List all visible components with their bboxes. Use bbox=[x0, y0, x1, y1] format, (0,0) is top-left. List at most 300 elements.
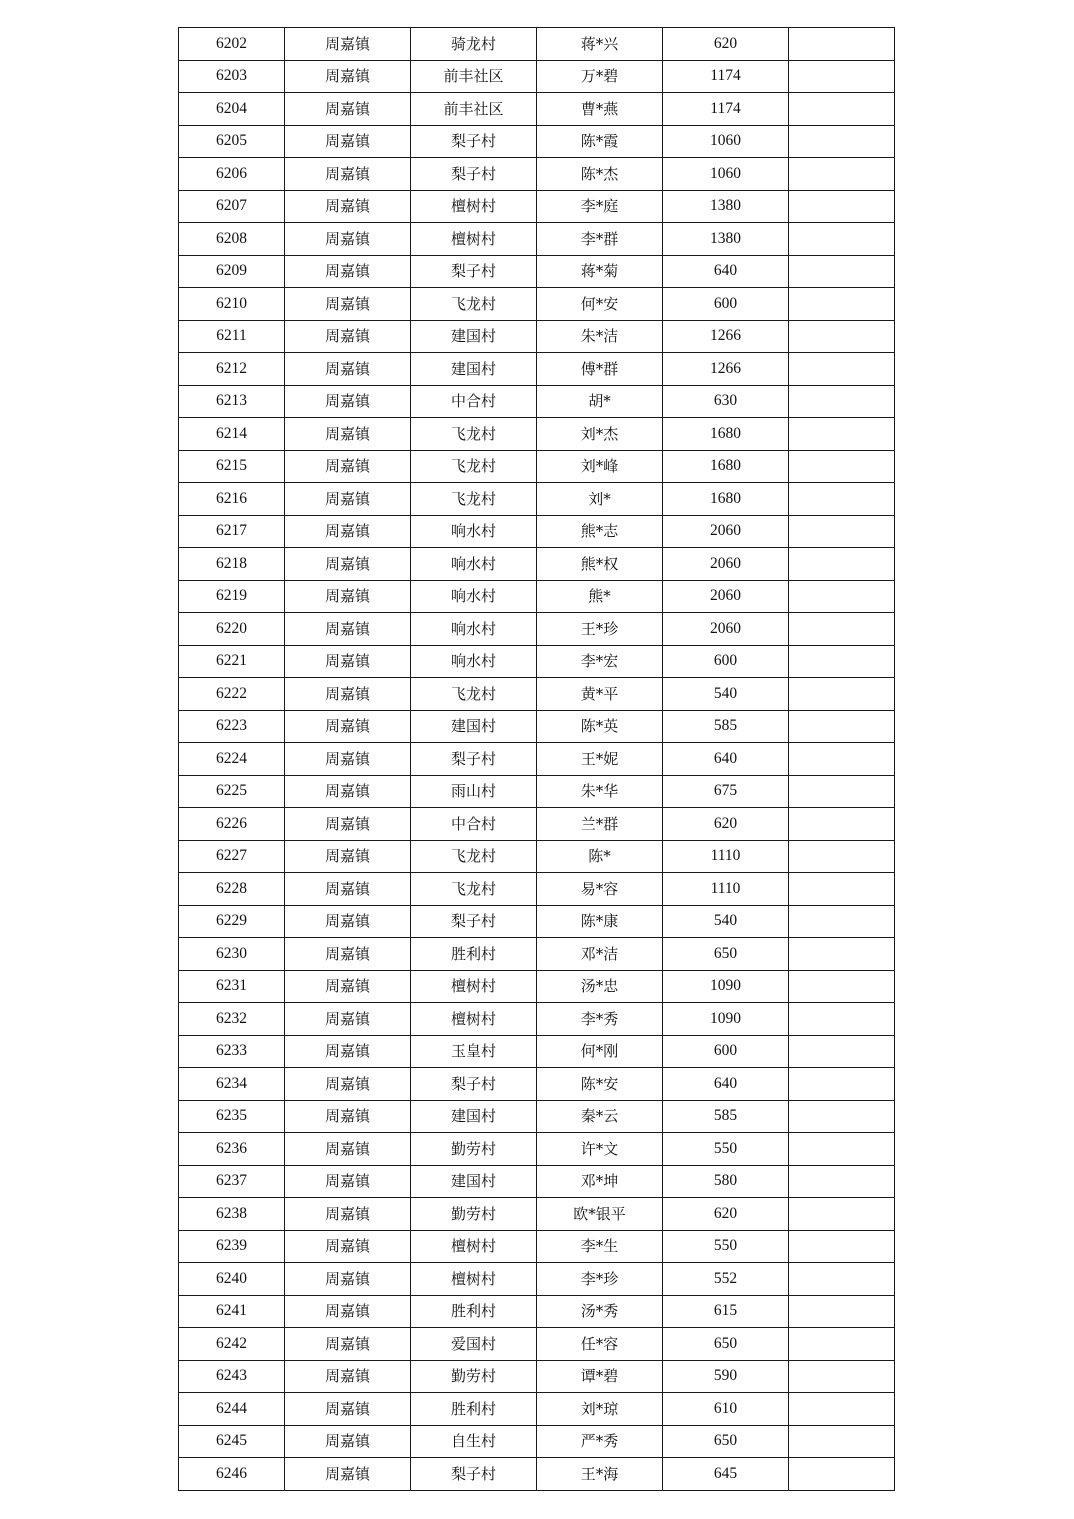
remark-cell bbox=[789, 190, 895, 223]
table-row bbox=[179, 710, 895, 743]
serial-number-cell: 6242 bbox=[179, 1328, 285, 1361]
serial-number-cell: 6240 bbox=[179, 1263, 285, 1296]
serial-number-cell: 6232 bbox=[179, 1003, 285, 1036]
serial-number-cell: 6204 bbox=[179, 93, 285, 126]
village-cell: 自生村 bbox=[411, 1425, 537, 1458]
town-cell: 周嘉镇 bbox=[285, 775, 411, 808]
table-row bbox=[179, 873, 895, 906]
amount-cell: 1090 bbox=[663, 1003, 789, 1036]
name-cell: 朱*华 bbox=[537, 775, 663, 808]
remark-cell bbox=[789, 1133, 895, 1166]
town-cell: 周嘉镇 bbox=[285, 60, 411, 93]
serial-number-cell: 6203 bbox=[179, 60, 285, 93]
table-row bbox=[179, 320, 895, 353]
amount-cell: 540 bbox=[663, 678, 789, 711]
remark-cell bbox=[789, 1035, 895, 1068]
town-cell: 周嘉镇 bbox=[285, 483, 411, 516]
town-cell: 周嘉镇 bbox=[285, 808, 411, 841]
town-cell: 周嘉镇 bbox=[285, 353, 411, 386]
name-cell: 陈*安 bbox=[537, 1068, 663, 1101]
table-row bbox=[179, 1458, 895, 1491]
amount-cell: 1060 bbox=[663, 125, 789, 158]
village-cell: 建国村 bbox=[411, 1100, 537, 1133]
village-cell: 檀树村 bbox=[411, 223, 537, 256]
village-cell: 雨山村 bbox=[411, 775, 537, 808]
village-cell: 飞龙村 bbox=[411, 418, 537, 451]
remark-cell bbox=[789, 125, 895, 158]
village-cell: 飞龙村 bbox=[411, 873, 537, 906]
amount-cell: 550 bbox=[663, 1230, 789, 1263]
remark-cell bbox=[789, 28, 895, 61]
village-cell: 玉皇村 bbox=[411, 1035, 537, 1068]
village-cell: 建国村 bbox=[411, 710, 537, 743]
remark-cell bbox=[789, 385, 895, 418]
village-cell: 爱国村 bbox=[411, 1328, 537, 1361]
serial-number-cell: 6244 bbox=[179, 1393, 285, 1426]
town-cell: 周嘉镇 bbox=[285, 320, 411, 353]
serial-number-cell: 6220 bbox=[179, 613, 285, 646]
amount-cell: 1110 bbox=[663, 873, 789, 906]
serial-number-cell: 6217 bbox=[179, 515, 285, 548]
town-cell: 周嘉镇 bbox=[285, 1100, 411, 1133]
name-cell: 李*宏 bbox=[537, 645, 663, 678]
serial-number-cell: 6236 bbox=[179, 1133, 285, 1166]
town-cell: 周嘉镇 bbox=[285, 1458, 411, 1491]
name-cell: 王*妮 bbox=[537, 743, 663, 776]
name-cell: 蒋*兴 bbox=[537, 28, 663, 61]
name-cell: 胡* bbox=[537, 385, 663, 418]
table-row bbox=[179, 450, 895, 483]
amount-cell: 585 bbox=[663, 710, 789, 743]
table-row bbox=[179, 93, 895, 126]
village-cell: 前丰社区 bbox=[411, 93, 537, 126]
remark-cell bbox=[789, 970, 895, 1003]
village-cell: 胜利村 bbox=[411, 1393, 537, 1426]
table-body bbox=[179, 28, 895, 1491]
name-cell: 李*庭 bbox=[537, 190, 663, 223]
town-cell: 周嘉镇 bbox=[285, 1068, 411, 1101]
remark-cell bbox=[789, 1295, 895, 1328]
table-row bbox=[179, 970, 895, 1003]
table-row bbox=[179, 418, 895, 451]
village-cell: 檀树村 bbox=[411, 1230, 537, 1263]
remark-cell bbox=[789, 743, 895, 776]
table-row bbox=[179, 775, 895, 808]
amount-cell: 640 bbox=[663, 743, 789, 776]
serial-number-cell: 6226 bbox=[179, 808, 285, 841]
amount-cell: 650 bbox=[663, 1328, 789, 1361]
remark-cell bbox=[789, 1003, 895, 1036]
remark-cell bbox=[789, 548, 895, 581]
name-cell: 傅*群 bbox=[537, 353, 663, 386]
name-cell: 朱*洁 bbox=[537, 320, 663, 353]
remark-cell bbox=[789, 93, 895, 126]
serial-number-cell: 6207 bbox=[179, 190, 285, 223]
town-cell: 周嘉镇 bbox=[285, 873, 411, 906]
amount-cell: 1380 bbox=[663, 190, 789, 223]
name-cell: 易*容 bbox=[537, 873, 663, 906]
village-cell: 飞龙村 bbox=[411, 450, 537, 483]
serial-number-cell: 6214 bbox=[179, 418, 285, 451]
remark-cell bbox=[789, 255, 895, 288]
village-cell: 梨子村 bbox=[411, 255, 537, 288]
village-cell: 梨子村 bbox=[411, 125, 537, 158]
serial-number-cell: 6233 bbox=[179, 1035, 285, 1068]
table-row bbox=[179, 808, 895, 841]
village-cell: 中合村 bbox=[411, 808, 537, 841]
table-row bbox=[179, 743, 895, 776]
table-row bbox=[179, 190, 895, 223]
records-table bbox=[178, 27, 895, 1491]
town-cell: 周嘉镇 bbox=[285, 255, 411, 288]
village-cell: 檀树村 bbox=[411, 1263, 537, 1296]
remark-cell bbox=[789, 1165, 895, 1198]
table-row bbox=[179, 1360, 895, 1393]
remark-cell bbox=[789, 840, 895, 873]
town-cell: 周嘉镇 bbox=[285, 938, 411, 971]
name-cell: 许*文 bbox=[537, 1133, 663, 1166]
town-cell: 周嘉镇 bbox=[285, 288, 411, 321]
amount-cell: 540 bbox=[663, 905, 789, 938]
remark-cell bbox=[789, 418, 895, 451]
amount-cell: 1680 bbox=[663, 450, 789, 483]
name-cell: 万*碧 bbox=[537, 60, 663, 93]
village-cell: 梨子村 bbox=[411, 1458, 537, 1491]
table-row bbox=[179, 125, 895, 158]
table-row bbox=[179, 223, 895, 256]
town-cell: 周嘉镇 bbox=[285, 710, 411, 743]
remark-cell bbox=[789, 515, 895, 548]
serial-number-cell: 6211 bbox=[179, 320, 285, 353]
village-cell: 梨子村 bbox=[411, 905, 537, 938]
remark-cell bbox=[789, 483, 895, 516]
amount-cell: 2060 bbox=[663, 548, 789, 581]
town-cell: 周嘉镇 bbox=[285, 223, 411, 256]
table-row bbox=[179, 1425, 895, 1458]
town-cell: 周嘉镇 bbox=[285, 580, 411, 613]
remark-cell bbox=[789, 1360, 895, 1393]
village-cell: 勤劳村 bbox=[411, 1198, 537, 1231]
serial-number-cell: 6213 bbox=[179, 385, 285, 418]
name-cell: 陈*霞 bbox=[537, 125, 663, 158]
table-row bbox=[179, 1165, 895, 1198]
table-row bbox=[179, 548, 895, 581]
village-cell: 檀树村 bbox=[411, 970, 537, 1003]
serial-number-cell: 6245 bbox=[179, 1425, 285, 1458]
amount-cell: 620 bbox=[663, 1198, 789, 1231]
name-cell: 陈*英 bbox=[537, 710, 663, 743]
serial-number-cell: 6223 bbox=[179, 710, 285, 743]
serial-number-cell: 6215 bbox=[179, 450, 285, 483]
town-cell: 周嘉镇 bbox=[285, 1425, 411, 1458]
name-cell: 熊*志 bbox=[537, 515, 663, 548]
village-cell: 骑龙村 bbox=[411, 28, 537, 61]
amount-cell: 1060 bbox=[663, 158, 789, 191]
village-cell: 飞龙村 bbox=[411, 678, 537, 711]
town-cell: 周嘉镇 bbox=[285, 450, 411, 483]
amount-cell: 640 bbox=[663, 255, 789, 288]
town-cell: 周嘉镇 bbox=[285, 1295, 411, 1328]
village-cell: 胜利村 bbox=[411, 938, 537, 971]
serial-number-cell: 6208 bbox=[179, 223, 285, 256]
remark-cell bbox=[789, 1393, 895, 1426]
village-cell: 响水村 bbox=[411, 580, 537, 613]
table-row bbox=[179, 1393, 895, 1426]
village-cell: 建国村 bbox=[411, 320, 537, 353]
village-cell: 飞龙村 bbox=[411, 288, 537, 321]
serial-number-cell: 6237 bbox=[179, 1165, 285, 1198]
table-row bbox=[179, 905, 895, 938]
table-row bbox=[179, 515, 895, 548]
name-cell: 秦*云 bbox=[537, 1100, 663, 1133]
amount-cell: 1680 bbox=[663, 483, 789, 516]
village-cell: 建国村 bbox=[411, 1165, 537, 1198]
serial-number-cell: 6222 bbox=[179, 678, 285, 711]
table-row bbox=[179, 28, 895, 61]
amount-cell: 1090 bbox=[663, 970, 789, 1003]
serial-number-cell: 6224 bbox=[179, 743, 285, 776]
serial-number-cell: 6218 bbox=[179, 548, 285, 581]
remark-cell bbox=[789, 158, 895, 191]
amount-cell: 1266 bbox=[663, 320, 789, 353]
amount-cell: 1680 bbox=[663, 418, 789, 451]
remark-cell bbox=[789, 223, 895, 256]
name-cell: 谭*碧 bbox=[537, 1360, 663, 1393]
table-row bbox=[179, 60, 895, 93]
serial-number-cell: 6202 bbox=[179, 28, 285, 61]
table-row bbox=[179, 158, 895, 191]
town-cell: 周嘉镇 bbox=[285, 418, 411, 451]
name-cell: 严*秀 bbox=[537, 1425, 663, 1458]
town-cell: 周嘉镇 bbox=[285, 28, 411, 61]
name-cell: 刘* bbox=[537, 483, 663, 516]
amount-cell: 1174 bbox=[663, 60, 789, 93]
town-cell: 周嘉镇 bbox=[285, 1165, 411, 1198]
town-cell: 周嘉镇 bbox=[285, 678, 411, 711]
town-cell: 周嘉镇 bbox=[285, 190, 411, 223]
table-row bbox=[179, 1198, 895, 1231]
name-cell: 陈*康 bbox=[537, 905, 663, 938]
amount-cell: 585 bbox=[663, 1100, 789, 1133]
remark-cell bbox=[789, 60, 895, 93]
town-cell: 周嘉镇 bbox=[285, 93, 411, 126]
name-cell: 王*珍 bbox=[537, 613, 663, 646]
amount-cell: 2060 bbox=[663, 515, 789, 548]
name-cell: 李*秀 bbox=[537, 1003, 663, 1036]
serial-number-cell: 6216 bbox=[179, 483, 285, 516]
town-cell: 周嘉镇 bbox=[285, 1003, 411, 1036]
table-row bbox=[179, 483, 895, 516]
town-cell: 周嘉镇 bbox=[285, 1393, 411, 1426]
remark-cell bbox=[789, 353, 895, 386]
amount-cell: 675 bbox=[663, 775, 789, 808]
table-row bbox=[179, 1003, 895, 1036]
town-cell: 周嘉镇 bbox=[285, 840, 411, 873]
town-cell: 周嘉镇 bbox=[285, 1133, 411, 1166]
table-row bbox=[179, 255, 895, 288]
village-cell: 前丰社区 bbox=[411, 60, 537, 93]
amount-cell: 600 bbox=[663, 1035, 789, 1068]
town-cell: 周嘉镇 bbox=[285, 613, 411, 646]
amount-cell: 580 bbox=[663, 1165, 789, 1198]
serial-number-cell: 6234 bbox=[179, 1068, 285, 1101]
amount-cell: 552 bbox=[663, 1263, 789, 1296]
remark-cell bbox=[789, 1068, 895, 1101]
remark-cell bbox=[789, 1263, 895, 1296]
serial-number-cell: 6227 bbox=[179, 840, 285, 873]
village-cell: 响水村 bbox=[411, 645, 537, 678]
amount-cell: 2060 bbox=[663, 580, 789, 613]
village-cell: 响水村 bbox=[411, 548, 537, 581]
name-cell: 熊* bbox=[537, 580, 663, 613]
remark-cell bbox=[789, 1230, 895, 1263]
table-row bbox=[179, 1295, 895, 1328]
remark-cell bbox=[789, 678, 895, 711]
remark-cell bbox=[789, 1100, 895, 1133]
remark-cell bbox=[789, 905, 895, 938]
village-cell: 梨子村 bbox=[411, 743, 537, 776]
town-cell: 周嘉镇 bbox=[285, 1360, 411, 1393]
remark-cell bbox=[789, 613, 895, 646]
name-cell: 蒋*菊 bbox=[537, 255, 663, 288]
amount-cell: 600 bbox=[663, 288, 789, 321]
serial-number-cell: 6243 bbox=[179, 1360, 285, 1393]
table-row bbox=[179, 288, 895, 321]
remark-cell bbox=[789, 320, 895, 353]
table-row bbox=[179, 678, 895, 711]
amount-cell: 1174 bbox=[663, 93, 789, 126]
remark-cell bbox=[789, 645, 895, 678]
serial-number-cell: 6231 bbox=[179, 970, 285, 1003]
town-cell: 周嘉镇 bbox=[285, 1263, 411, 1296]
village-cell: 檀树村 bbox=[411, 1003, 537, 1036]
town-cell: 周嘉镇 bbox=[285, 158, 411, 191]
table-row bbox=[179, 613, 895, 646]
amount-cell: 1380 bbox=[663, 223, 789, 256]
serial-number-cell: 6212 bbox=[179, 353, 285, 386]
serial-number-cell: 6246 bbox=[179, 1458, 285, 1491]
village-cell: 飞龙村 bbox=[411, 483, 537, 516]
name-cell: 汤*秀 bbox=[537, 1295, 663, 1328]
village-cell: 檀树村 bbox=[411, 190, 537, 223]
name-cell: 邓*洁 bbox=[537, 938, 663, 971]
name-cell: 汤*忠 bbox=[537, 970, 663, 1003]
table-row bbox=[179, 1068, 895, 1101]
remark-cell bbox=[789, 288, 895, 321]
amount-cell: 645 bbox=[663, 1458, 789, 1491]
serial-number-cell: 6206 bbox=[179, 158, 285, 191]
table-row bbox=[179, 580, 895, 613]
town-cell: 周嘉镇 bbox=[285, 905, 411, 938]
town-cell: 周嘉镇 bbox=[285, 1230, 411, 1263]
name-cell: 李*生 bbox=[537, 1230, 663, 1263]
table-row bbox=[179, 1133, 895, 1166]
serial-number-cell: 6235 bbox=[179, 1100, 285, 1133]
table-row bbox=[179, 938, 895, 971]
village-cell: 勤劳村 bbox=[411, 1133, 537, 1166]
table-row bbox=[179, 1035, 895, 1068]
amount-cell: 640 bbox=[663, 1068, 789, 1101]
table-row bbox=[179, 1100, 895, 1133]
village-cell: 勤劳村 bbox=[411, 1360, 537, 1393]
town-cell: 周嘉镇 bbox=[285, 385, 411, 418]
amount-cell: 2060 bbox=[663, 613, 789, 646]
name-cell: 何*安 bbox=[537, 288, 663, 321]
serial-number-cell: 6205 bbox=[179, 125, 285, 158]
name-cell: 曹*燕 bbox=[537, 93, 663, 126]
name-cell: 陈*杰 bbox=[537, 158, 663, 191]
village-cell: 梨子村 bbox=[411, 158, 537, 191]
remark-cell bbox=[789, 808, 895, 841]
serial-number-cell: 6230 bbox=[179, 938, 285, 971]
amount-cell: 1110 bbox=[663, 840, 789, 873]
village-cell: 中合村 bbox=[411, 385, 537, 418]
table-row bbox=[179, 385, 895, 418]
town-cell: 周嘉镇 bbox=[285, 970, 411, 1003]
serial-number-cell: 6229 bbox=[179, 905, 285, 938]
table-row bbox=[179, 1263, 895, 1296]
village-cell: 梨子村 bbox=[411, 1068, 537, 1101]
remark-cell bbox=[789, 1198, 895, 1231]
remark-cell bbox=[789, 1425, 895, 1458]
table-row bbox=[179, 1230, 895, 1263]
name-cell: 黄*平 bbox=[537, 678, 663, 711]
town-cell: 周嘉镇 bbox=[285, 743, 411, 776]
name-cell: 陈* bbox=[537, 840, 663, 873]
amount-cell: 650 bbox=[663, 1425, 789, 1458]
name-cell: 何*刚 bbox=[537, 1035, 663, 1068]
remark-cell bbox=[789, 450, 895, 483]
remark-cell bbox=[789, 873, 895, 906]
name-cell: 李*珍 bbox=[537, 1263, 663, 1296]
table-row bbox=[179, 353, 895, 386]
name-cell: 兰*群 bbox=[537, 808, 663, 841]
name-cell: 熊*权 bbox=[537, 548, 663, 581]
remark-cell bbox=[789, 580, 895, 613]
serial-number-cell: 6225 bbox=[179, 775, 285, 808]
serial-number-cell: 6228 bbox=[179, 873, 285, 906]
village-cell: 响水村 bbox=[411, 515, 537, 548]
village-cell: 胜利村 bbox=[411, 1295, 537, 1328]
town-cell: 周嘉镇 bbox=[285, 1328, 411, 1361]
serial-number-cell: 6210 bbox=[179, 288, 285, 321]
village-cell: 飞龙村 bbox=[411, 840, 537, 873]
remark-cell bbox=[789, 1458, 895, 1491]
amount-cell: 620 bbox=[663, 808, 789, 841]
amount-cell: 600 bbox=[663, 645, 789, 678]
name-cell: 邓*坤 bbox=[537, 1165, 663, 1198]
amount-cell: 590 bbox=[663, 1360, 789, 1393]
town-cell: 周嘉镇 bbox=[285, 645, 411, 678]
name-cell: 李*群 bbox=[537, 223, 663, 256]
name-cell: 刘*琼 bbox=[537, 1393, 663, 1426]
remark-cell bbox=[789, 775, 895, 808]
serial-number-cell: 6239 bbox=[179, 1230, 285, 1263]
town-cell: 周嘉镇 bbox=[285, 515, 411, 548]
table-row bbox=[179, 645, 895, 678]
serial-number-cell: 6221 bbox=[179, 645, 285, 678]
serial-number-cell: 6209 bbox=[179, 255, 285, 288]
remark-cell bbox=[789, 1328, 895, 1361]
amount-cell: 615 bbox=[663, 1295, 789, 1328]
village-cell: 响水村 bbox=[411, 613, 537, 646]
amount-cell: 1266 bbox=[663, 353, 789, 386]
amount-cell: 630 bbox=[663, 385, 789, 418]
amount-cell: 650 bbox=[663, 938, 789, 971]
serial-number-cell: 6219 bbox=[179, 580, 285, 613]
table-row bbox=[179, 840, 895, 873]
village-cell: 建国村 bbox=[411, 353, 537, 386]
